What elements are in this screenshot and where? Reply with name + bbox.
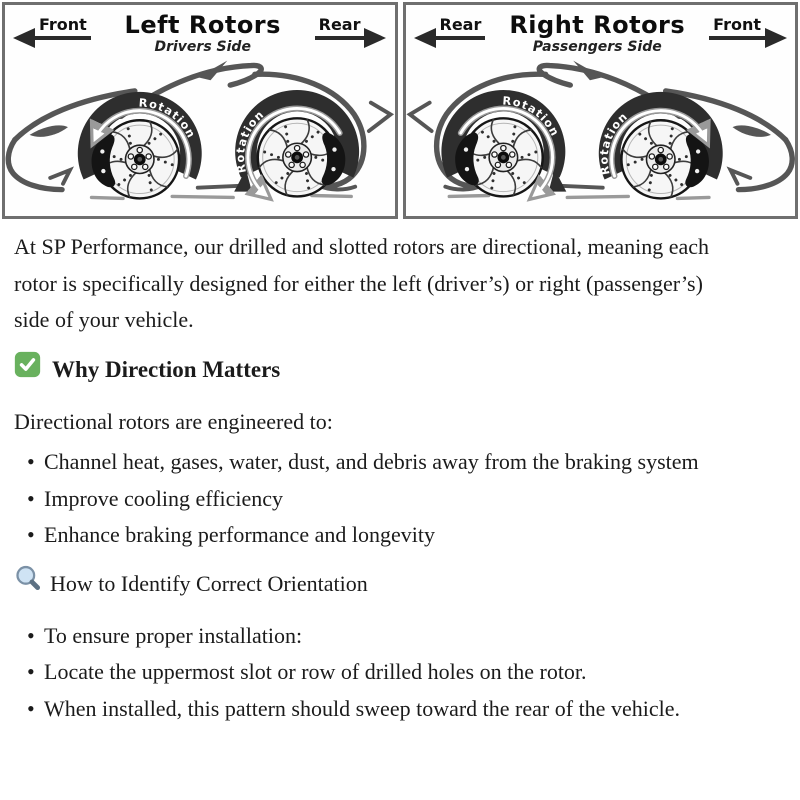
rear-direction-arrow: Rear (315, 15, 365, 40)
rotor-direction-diagram (0, 0, 800, 219)
list-item: • When installed, this pattern should sweep toward the rear of the vehicle. (44, 691, 736, 728)
magnifier-icon (14, 564, 42, 604)
rotation-label: Rotation (233, 107, 268, 175)
arrow-left-icon (414, 28, 436, 48)
list-item: • Locate the uppermost slot or row of drilled holes on the rotor. (44, 654, 736, 691)
left-panel-title: Left Rotors Drivers Side (124, 11, 281, 55)
heading-text: Why Direction Matters (52, 357, 281, 382)
section-heading-identify-orientation (14, 564, 776, 604)
arrow-right-icon (364, 28, 386, 48)
check-icon (14, 351, 41, 390)
rotation-label: Rotation (597, 109, 631, 177)
left-panel-header (5, 5, 395, 54)
section-heading-why-direction-matters (14, 351, 776, 390)
benefits-list (14, 444, 736, 554)
front-direction-arrow: Front (709, 15, 765, 40)
right-rotors-panel (403, 2, 799, 219)
rear-direction-arrow: Rear (436, 15, 486, 40)
arrow-left-icon (13, 28, 35, 48)
right-panel-title: Right Rotors Passengers Side (509, 11, 686, 55)
front-direction-arrow: Front (35, 15, 91, 40)
orientation-steps-list (14, 618, 736, 728)
list-item: • Improve cooling efficiency (44, 481, 736, 518)
intro-paragraph: At SP Performance, our drilled and slotted rotors are directional, meaning each rotor is specifically designed for either the left (driver’s) or right (passenger’s) side of your vehicle. (14, 234, 710, 332)
right-panel-header (406, 5, 796, 54)
left-rotors-panel (2, 2, 398, 219)
heading-text: How to Identify Correct Orientation (50, 570, 368, 596)
article-body (0, 219, 800, 727)
arrow-right-icon (765, 28, 787, 48)
list-item: • To ensure proper installation: (44, 618, 736, 655)
list-item: • Enhance braking performance and longevity (44, 517, 736, 554)
lead-sentence: Directional rotors are engineered to: (14, 408, 333, 434)
rotation-label: Rotation (138, 96, 199, 141)
rotation-label: Rotation (501, 94, 562, 139)
list-item: • Channel heat, gases, water, dust, and debris away from the braking system (44, 444, 736, 481)
